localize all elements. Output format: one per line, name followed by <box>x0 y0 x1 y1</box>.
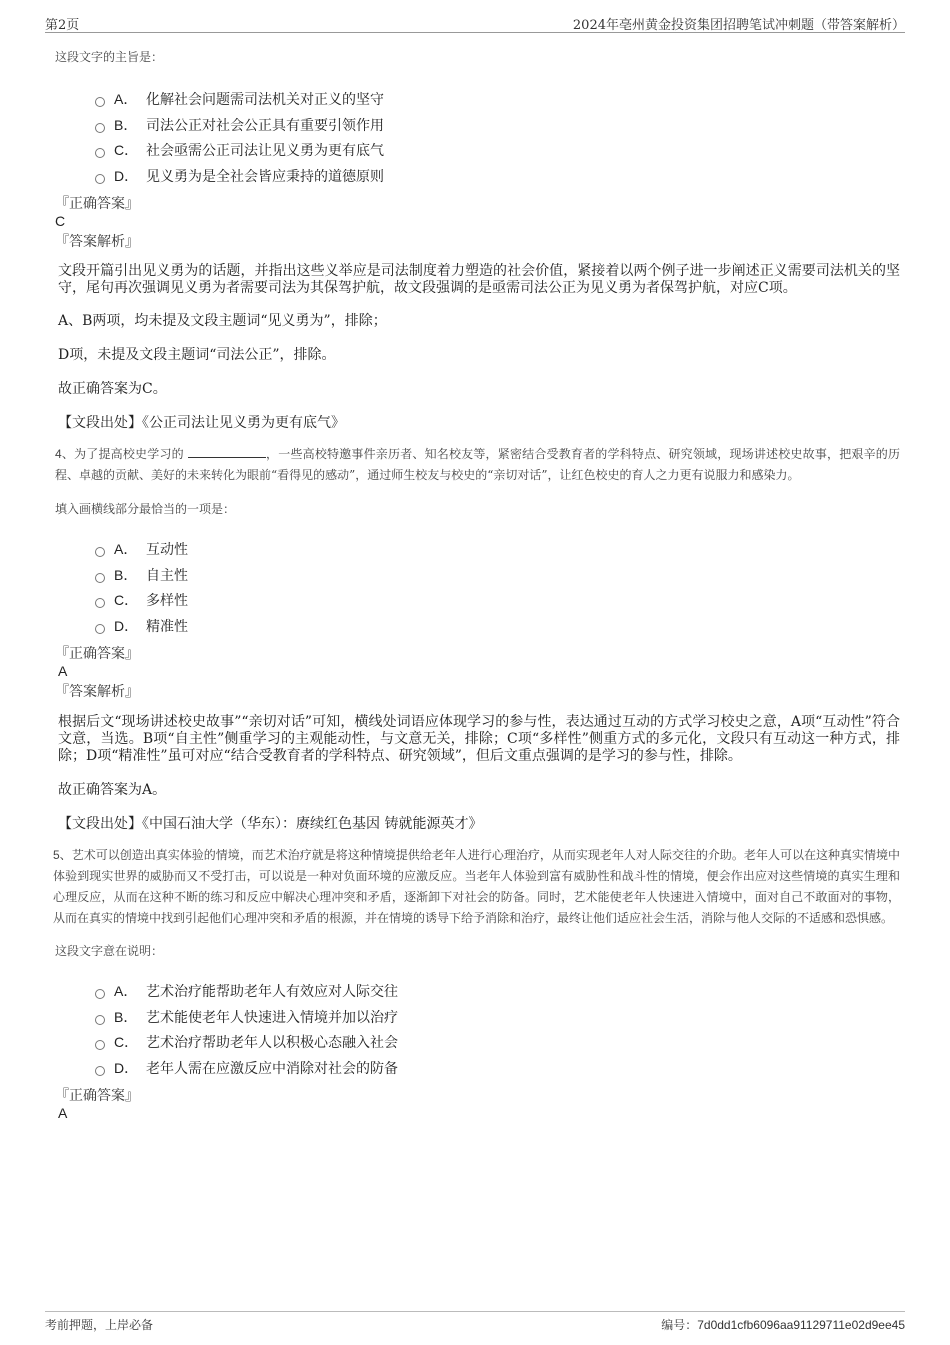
question-stem: 5、艺术可以创造出真实体验的情境，而艺术治疗就是将这种情境提供给老年人进行心理治疗，从而实现老年人对人际交往的介助。老年人可以在这种真实情境中体验到现实世界的威胁而又不受打击，可以说是一种对负面环境的应激反应。当老年人体验到富有威胁性和战斗性的情境，便会作出应对这些情境的真实生理和心理反应，从而在这种不断的练习和反应中解决心理冲突和矛盾，逐渐卸下对社会的防备。同时，艺术能使老年人快速进入情境中，面对自己不敢面对的事物，从而在真实的情境中找到引起他们心理冲突和矛盾的根源，并在情境的诱导下给予消除和治疗，最终让他们适应社会生活，消除与他人交际的不适感和恐惧感。 <box>53 848 900 925</box>
document-title: 2024年亳州黄金投资集团招聘笔试冲刺题（带答案解析） <box>572 18 905 33</box>
option-b[interactable]: B． 自主性 <box>95 563 900 589</box>
analysis-paragraph: 根据后文“现场讲述校史故事”“亲切对话”可知，横线处词语应体现学习的参与性，表达通过互动的方式学习校史之意，A项“互动性”符合文意，当选。B项“自主性”侧重学习的主观能动性，与文意无关，排除；C项“多样性”侧重方式的多元化，文段只有互动这一种方式，排除；D项“精准性”虽可对应“结合受教育者的学科特点、研究领域”，但后文重点强调的是学习的参与性，排除。 <box>58 714 900 764</box>
question-5 <box>55 845 900 1122</box>
radio-icon[interactable] <box>95 97 105 107</box>
option-d[interactable]: D． 老年人需在应激反应中消除对社会的防备 <box>95 1056 900 1082</box>
option-list <box>95 87 900 189</box>
answer-label: 『正确答案』 <box>55 1088 139 1104</box>
question-3 <box>55 48 900 432</box>
footer-slogan: 考前押题，上岸必备 <box>45 1318 154 1332</box>
question-prompt: 这段文字的主旨是： <box>55 50 164 64</box>
question-prompt: 这段文字意在说明： <box>55 944 164 958</box>
option-c[interactable]: C． 社会亟需公正司法让见义勇为更有底气 <box>95 138 900 164</box>
analysis-paragraph: D项，未提及文段主题词“司法公正”，排除。 <box>58 347 336 363</box>
question-prompt: 填入画横线部分最恰当的一项是： <box>55 502 236 516</box>
option-c[interactable]: C． 艺术治疗帮助老年人以积极心态融入社会 <box>95 1030 900 1056</box>
analysis-paragraph: A、B两项，均未提及文段主题词“见义勇为”，排除； <box>58 313 387 329</box>
fill-blank <box>188 445 266 458</box>
radio-icon[interactable] <box>95 624 105 634</box>
option-a[interactable]: A． 化解社会问题需司法机关对正义的坚守 <box>95 87 900 113</box>
answer-label: 『正确答案』 <box>55 646 139 662</box>
radio-icon[interactable] <box>95 1040 105 1050</box>
radio-icon[interactable] <box>95 989 105 999</box>
page-footer <box>45 1311 905 1334</box>
option-d[interactable]: D． 精准性 <box>95 614 900 640</box>
radio-icon[interactable] <box>95 123 105 133</box>
page-number: 第2页 <box>45 18 80 33</box>
source-citation: 【文段出处】《公正司法让见义勇为更有底气》 <box>58 415 345 431</box>
radio-icon[interactable] <box>95 547 105 557</box>
analysis-label: 『答案解析』 <box>55 684 139 700</box>
radio-icon[interactable] <box>95 174 105 184</box>
option-a[interactable]: A． 互动性 <box>95 537 900 563</box>
radio-icon[interactable] <box>95 598 105 608</box>
option-list <box>95 537 900 639</box>
analysis-paragraph: 故正确答案为A。 <box>58 782 167 798</box>
question-stem: 4、为了提高校史学习的 ，一些高校特邀事件亲历者、知名校友等，紧密结合受教育者的学科特点、研究领域，现场讲述校史故事，把艰辛的历程、卓越的贡献、美好的未来转化为眼前“看得见的感动”，通过师生校友与校史的“亲切对话”，让红色校史的育人之力更有说服力和感染力。 <box>55 447 900 482</box>
option-a[interactable]: A． 艺术治疗能帮助老年人有效应对人际交往 <box>95 979 900 1005</box>
radio-icon[interactable] <box>95 1015 105 1025</box>
answer-value: A <box>58 663 68 679</box>
page-content <box>55 40 900 1122</box>
answer-value: A <box>58 1105 68 1121</box>
option-b[interactable]: B． 艺术能使老年人快速进入情境并加以治疗 <box>95 1005 900 1031</box>
source-citation: 【文段出处】《中国石油大学（华东）：赓续红色基因 铸就能源英才》 <box>58 816 483 832</box>
analysis-paragraph: 文段开篇引出见义勇为的话题，并指出这些义举应是司法制度着力塑造的社会价值，紧接着以两个例子进一步阐述正义需要司法机关的坚守，尾句再次强调见义勇为者需要司法为其保驾护航，故文段强调的是亟需司法公正为见义勇为者保驾护航，对应C项。 <box>58 263 900 296</box>
page-header <box>45 12 905 33</box>
analysis-paragraph: 故正确答案为C。 <box>58 381 167 397</box>
radio-icon[interactable] <box>95 573 105 583</box>
question-number: 5、 <box>53 848 72 862</box>
option-c[interactable]: C． 多样性 <box>95 588 900 614</box>
radio-icon[interactable] <box>95 148 105 158</box>
answer-label: 『正确答案』 <box>55 196 139 212</box>
radio-icon[interactable] <box>95 1066 105 1076</box>
option-d[interactable]: D． 见义勇为是全社会皆应秉持的道德原则 <box>95 164 900 190</box>
question-number: 4、 <box>55 447 75 461</box>
document-id: 编号：7d0dd1cfb6096aa91129711e02d9ee45 <box>661 1318 905 1332</box>
option-list <box>95 979 900 1081</box>
option-b[interactable]: B． 司法公正对社会公正具有重要引领作用 <box>95 113 900 139</box>
answer-value: C <box>55 213 66 229</box>
question-4 <box>55 444 900 833</box>
analysis-label: 『答案解析』 <box>55 234 139 250</box>
